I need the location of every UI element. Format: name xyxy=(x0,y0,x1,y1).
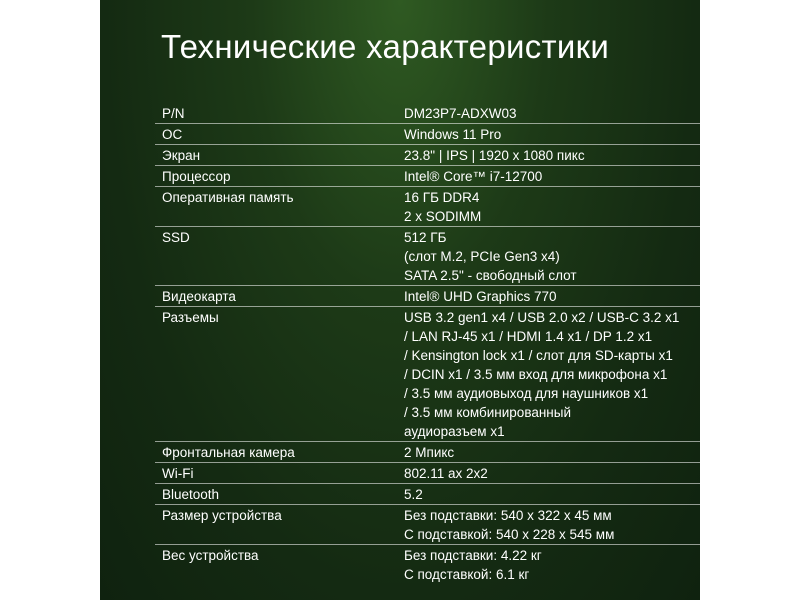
spec-value-line: Без подставки: 540 x 322 x 45 мм xyxy=(404,508,612,523)
spec-value xyxy=(404,506,700,544)
spec-value-line: С подставкой: 6.1 кг xyxy=(404,567,530,582)
spec-row xyxy=(155,545,700,584)
spec-row xyxy=(155,286,700,307)
spec-value-line: Intel® Core™ i7-12700 xyxy=(404,169,543,184)
spec-value xyxy=(404,546,700,584)
spec-value-line: USB 3.2 gen1 x4 / USB 2.0 x2 / USB-C 3.2 x1 xyxy=(404,310,680,325)
spec-row xyxy=(155,505,700,545)
spec-label: Wi-Fi xyxy=(162,466,194,481)
spec-value xyxy=(404,188,700,226)
spec-label: Bluetooth xyxy=(162,487,220,502)
spec-value-line: С подставкой: 540 x 228 x 545 мм xyxy=(404,527,615,542)
spec-value-line: аудиоразъем x1 xyxy=(404,424,505,439)
spec-row xyxy=(155,187,700,227)
spec-value-line: / LAN RJ-45 x1 / HDMI 1.4 x1 / DP 1.2 x1 xyxy=(404,329,653,344)
spec-panel xyxy=(100,0,700,600)
spec-value-line: / DCIN x1 / 3.5 мм вход для микрофона x1 xyxy=(404,367,668,382)
spec-row xyxy=(155,442,700,463)
spec-value xyxy=(404,167,700,186)
spec-value-line: Windows 11 Pro xyxy=(404,127,502,142)
spec-value xyxy=(404,443,700,462)
spec-row xyxy=(155,166,700,187)
spec-value-line: 2 x SODIMM xyxy=(404,209,482,224)
spec-value-line: / Kensington lock x1 / слот для SD-карты x1 xyxy=(404,348,673,363)
spec-value xyxy=(404,287,700,306)
spec-value xyxy=(404,485,700,504)
spec-label: Экран xyxy=(162,148,201,163)
spec-value-line: 512 ГБ xyxy=(404,230,447,245)
spec-row xyxy=(155,307,700,442)
spec-row xyxy=(155,124,700,145)
spec-label: ОС xyxy=(162,127,183,142)
spec-value-line: 16 ГБ DDR4 xyxy=(404,190,480,205)
spec-table xyxy=(155,103,700,584)
page-title: Технические характеристики xyxy=(161,28,610,65)
spec-label: Видеокарта xyxy=(162,289,236,304)
spec-label: Процессор xyxy=(162,169,231,184)
spec-label: Разъемы xyxy=(162,310,219,325)
spec-value-line: SATA 2.5" - свободный слот xyxy=(404,268,577,283)
spec-value-line: / 3.5 мм комбинированный xyxy=(404,405,571,420)
spec-value-line: Intel® UHD Graphics 770 xyxy=(404,289,557,304)
spec-row xyxy=(155,227,700,286)
spec-value-line: (слот M.2, PCIe Gen3 x4) xyxy=(404,249,560,264)
spec-value-line: 802.11 ax 2x2 xyxy=(404,466,488,481)
spec-row xyxy=(155,103,700,124)
spec-value xyxy=(404,228,700,285)
spec-value-line: 5.2 xyxy=(404,487,423,502)
spec-label: Оперативная память xyxy=(162,190,294,205)
spec-value xyxy=(404,308,700,441)
spec-value-line: Без подставки: 4.22 кг xyxy=(404,548,542,563)
spec-value xyxy=(404,104,700,123)
spec-value-line: 2 Мпикс xyxy=(404,445,455,460)
spec-label: SSD xyxy=(162,230,190,245)
spec-label: Вес устройства xyxy=(162,548,259,563)
spec-label: P/N xyxy=(162,106,185,121)
spec-value xyxy=(404,146,700,165)
spec-value xyxy=(404,125,700,144)
spec-label: Фронтальная камера xyxy=(162,445,295,460)
spec-value-line: DM23P7-ADXW03 xyxy=(404,106,517,121)
spec-value-line: 23.8" | IPS | 1920 x 1080 пикс xyxy=(404,148,585,163)
spec-label: Размер устройства xyxy=(162,508,282,523)
spec-value xyxy=(404,464,700,483)
spec-row xyxy=(155,463,700,484)
spec-value-line: / 3.5 мм аудиовыход для наушников x1 xyxy=(404,386,649,401)
spec-row xyxy=(155,484,700,505)
spec-row xyxy=(155,145,700,166)
